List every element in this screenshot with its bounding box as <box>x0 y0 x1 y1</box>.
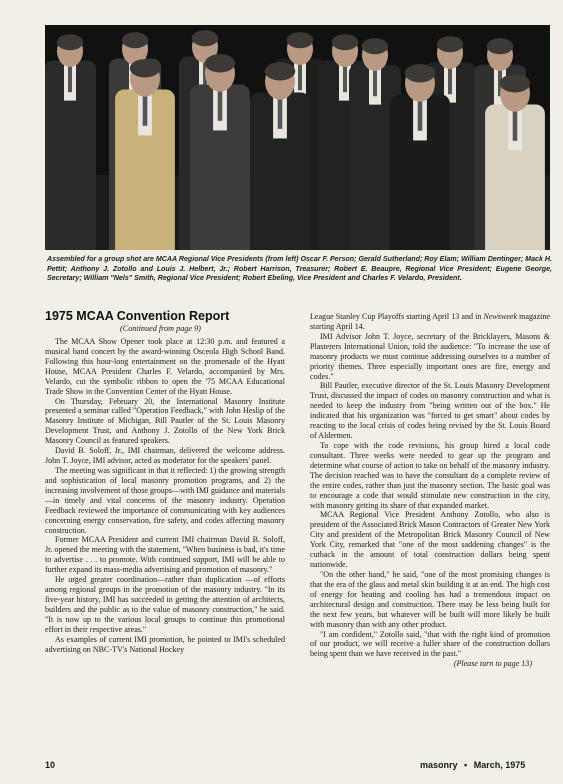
article-paragraph: On Thursday, February 20, the International Masonry Institute presented a seminar called "Operation Feedback," with John Heslip of the Masonry Institute of Michigan, Bill Pautler of the St. Louis Masonry Development Trust, and Anthony J. Zotollo of the New York Brick Masonry Council as featured speakers. <box>45 396 285 446</box>
person-front-2-hair <box>265 62 295 80</box>
article-paragraph-continued <box>310 312 550 332</box>
person-back-5-hair <box>362 38 389 54</box>
article-column-left <box>45 337 285 655</box>
article-paragraph: He urged greater coordination—rather than duplication —of efforts among regional groups in the promotion of the masonry industry. "In its five-year history, IMI has succeeded in getting the attention of architects, builders and the public as to the value of masonry construction," he said. "It is now up to the various local groups to continue this promotional effort in their respective areas." <box>45 575 285 634</box>
issue-date: March, 1975 <box>473 760 526 770</box>
person-back-1-hair <box>122 32 149 48</box>
person-back-6-hair <box>437 36 464 52</box>
turn-page-note: (Please turn to page 13) <box>453 659 532 669</box>
article-paragraph: Bill Pautler, executive director of the St. Louis Masonry Development Trust, discussed the impact of codes on masonry construction and what is needed to keep the industry from "being written out of the box." He indicated that his organization was "forced to get smart" about codes by reacting to the local crisis of codes being revised by the St. Louis Board of Aldermen. <box>310 381 550 441</box>
group-photo-image <box>45 25 550 250</box>
person-back-2-hair <box>192 30 219 46</box>
page-number: 10 <box>45 760 56 770</box>
article-paragraph: David B. Soloff, Jr., IMI chairman, delivered the welcome address. John T. Joyce, IMI advisor, acted as moderator for the speakers' panel. <box>45 446 285 466</box>
running-footer <box>420 760 529 770</box>
article-paragraph: As examples of current IMI promotion, he pointed to IMI's scheduled advertising on NBC-TV's National Hockey <box>45 634 285 654</box>
group-photo <box>45 25 550 250</box>
continued-text-end: magazine starting April 14. <box>310 312 550 331</box>
person-back-3-hair <box>287 32 314 48</box>
person-front-1-hair <box>205 54 235 72</box>
person-front-4-hair <box>500 74 530 92</box>
continued-text: League Stanley Cup Playoffs starting April 13 and in <box>310 312 484 321</box>
person-back-0-hair <box>57 34 84 50</box>
article-paragraph: Former MCAA President and current IMI chairman David B. Soloff, Jr. opened the meeting with the statement, "When business is bad, it's time to advertise . . . to promote. With continued support, IMI will be able to further expand its mass-media advertising and promotion of masonry." <box>45 535 285 575</box>
person-front-0-hair <box>130 59 160 77</box>
magazine-title: masonry <box>420 760 458 770</box>
footer-bullet: • <box>464 760 468 770</box>
article-paragraph: "I am confident," Zotollo said, "that with the right kind of promotion of our product, we will receive a fuller share of the construction dollars being spent than we have received in the past." <box>310 629 550 659</box>
article-column-right <box>310 312 550 669</box>
article-title: 1975 MCAA Convention Report <box>45 309 230 323</box>
article-paragraph: The meeting was significant in that it reflected: 1) the growing strength and sophistication of local masonry promotion programs, and 2) the increasing involvement of those groups—with IMI guidance and materials—in timely and vital concerns of the masonry industry. Operation Feedback reviewed the importance of communicating with key audiences concerning energy conservation, fire safety, and codes affecting masonry construction. <box>45 465 286 535</box>
person-front-3-hair <box>405 64 435 82</box>
article-paragraph: "On the other hand," he said, "one of the most promising changes is that the era of the glass and metal skin building it at an end. The high cost of energy for heating and cooling has had a tremendous impact on architectural design and construction. There may be less being built for the next few years, but whatever will be built will more likely be built with masonry than with any other product. <box>310 569 550 629</box>
person-back-7-hair <box>487 38 514 54</box>
person-back-4-hair <box>332 34 359 50</box>
article-paragraph: The MCAA Show Opener took place at 12:30 p.m. and featured a musical band concert by the award-winning Osceola High School Band. Following this hour-long entertainment on the promenade of the Hyatt House, MCAA President Charles F. Velardo, accompanied by Mrs. Velardo, cut the symbolic ribbon to open the '75 MCAA Educational Trade Show in the Convention Center of the Hyatt House. <box>45 337 285 396</box>
magazine-name: Newsweek <box>483 312 518 321</box>
article-paragraph: MCAA Regional Vice President Anthony Zotollo, who also is president of the Associated Brick Mason Contractors of Greater New York City and president of the Metropolitan Brick Masonry Council of New York City, remarked that "one of the most saddening changes" is the cutback in the amount of total construction dollars being spent nationwide. <box>310 510 550 570</box>
article-paragraph: To cope with the code revisions, his group hired a local code consultant. Three weeks were needed to gear up the program and determine what course of action to take on behalf of the masonry industry. The decision reached was to have the consultant do a complete review of the entire codes, rather than just the masonry section. The basic goal was to encourage a code that would stimulate new construction in the city, with masonry getting its share of that expanded market. <box>310 440 550 510</box>
continued-note: (Continued from page 9) <box>120 324 201 333</box>
photo-caption: Assembled for a group shot are MCAA Regional Vice Presidents (from left) Oscar F. Person; Gerald Sutherland; Roy Elam; William Dentinger; Mack H. Pettit; Anthony J. Zotollo and Louis J. Helbert, Jr.; Robert Harrison, Treasurer; Robert E. Beaupre, Regional Vice President; Eugene George, Secretary; William "Nels" Smith, Regional Vice President; Robert Ebeling, Vice President and Charles F. Velardo, President. <box>47 255 552 283</box>
article-paragraph: IMI Advisor John T. Joyce, secretary of the Bricklayers, Masons & Plasterers International Union, told the audience: "To increase the use of masonry products we must continue addressing ourselves to a number of priority themes. Three especially important ones are fire, energy and codes." <box>310 331 550 381</box>
